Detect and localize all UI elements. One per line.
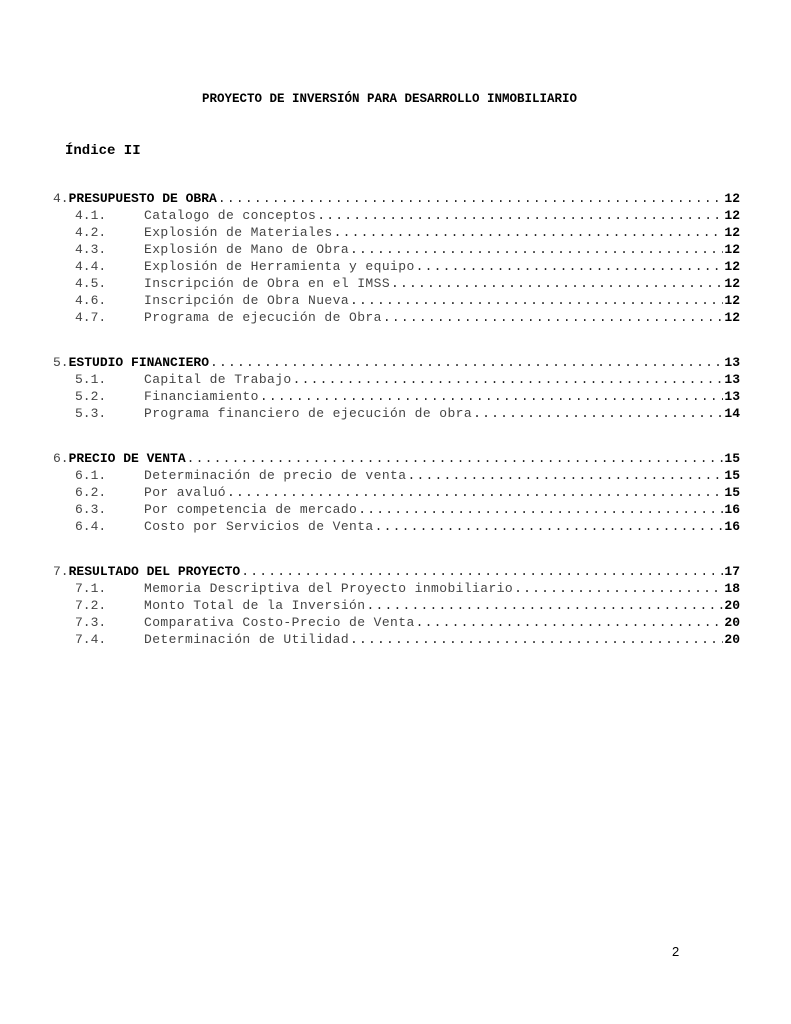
dot-leader [383, 309, 724, 326]
item-page: 15 [724, 468, 740, 483]
section-number: 7. [53, 564, 69, 579]
section-number: 4. [53, 191, 69, 206]
item-page: 12 [724, 293, 740, 308]
toc-item-entry[interactable] [53, 224, 740, 241]
dot-leader [416, 614, 724, 631]
toc-item-entry[interactable] [53, 275, 740, 292]
item-title: Por avaluó [144, 485, 227, 500]
dot-leader [227, 484, 723, 501]
item-title: Financiamiento [144, 389, 259, 404]
dot-leader [350, 631, 723, 648]
dot-leader [514, 580, 723, 597]
toc-item-entry[interactable] [53, 518, 740, 535]
toc-section-entry[interactable] [53, 563, 740, 580]
section-title: PRECIO DE VENTA [68, 451, 186, 466]
toc-item-entry[interactable] [53, 292, 740, 309]
item-page: 12 [724, 259, 740, 274]
dot-leader [293, 371, 724, 388]
item-title: Costo por Servicios de Venta [144, 519, 374, 534]
item-title: Explosión de Mano de Obra [144, 242, 350, 257]
dot-leader [358, 501, 723, 518]
dot-leader [416, 258, 724, 275]
item-title: Capital de Trabajo [144, 372, 292, 387]
item-page: 12 [724, 208, 740, 223]
toc-section [53, 450, 740, 535]
dot-leader [391, 275, 723, 292]
item-title: Memoria Descriptiva del Proyecto inmobiliario [144, 581, 514, 596]
item-page: 16 [724, 502, 740, 517]
item-number: 4.4. [75, 259, 107, 274]
toc-item-entry[interactable] [53, 258, 740, 275]
toc-item-entry[interactable] [53, 241, 740, 258]
toc-item-entry[interactable] [53, 388, 740, 405]
item-number: 7.3. [75, 615, 107, 630]
section-page: 15 [724, 451, 740, 466]
item-number: 6.3. [75, 502, 107, 517]
toc-section-entry[interactable] [53, 354, 740, 371]
toc-section [53, 354, 740, 422]
item-title: Inscripción de Obra en el IMSS [144, 276, 391, 291]
item-page: 15 [724, 485, 740, 500]
item-page: 16 [724, 519, 740, 534]
toc-item-entry[interactable] [53, 467, 740, 484]
item-page: 12 [724, 225, 740, 240]
section-page: 13 [724, 355, 740, 370]
item-page: 13 [724, 389, 740, 404]
item-page: 18 [724, 581, 740, 596]
page-number: 2 [672, 944, 680, 959]
item-number: 4.2. [75, 225, 107, 240]
document-title: PROYECTO DE INVERSIÓN PARA DESARROLLO INMOBILIARIO [201, 92, 578, 106]
section-number: 6. [53, 451, 69, 466]
toc-item-entry[interactable] [53, 614, 740, 631]
dot-leader [187, 450, 724, 467]
dot-leader [407, 467, 723, 484]
item-title: Catalogo de conceptos [144, 208, 317, 223]
dot-leader [375, 518, 724, 535]
item-number: 7.4. [75, 632, 107, 647]
dot-leader [334, 224, 724, 241]
item-title: Determinación de precio de venta [144, 468, 407, 483]
toc-section [53, 190, 740, 326]
item-page: 12 [724, 242, 740, 257]
item-page: 14 [724, 406, 740, 421]
item-number: 6.4. [75, 519, 107, 534]
item-title: Por competencia de mercado [144, 502, 358, 517]
item-number: 4.1. [75, 208, 107, 223]
item-number: 7.2. [75, 598, 107, 613]
item-title: Programa de ejecución de Obra [144, 310, 382, 325]
item-title: Explosión de Materiales [144, 225, 333, 240]
dot-leader [241, 563, 723, 580]
item-number: 5.2. [75, 389, 107, 404]
section-page: 12 [724, 191, 740, 206]
toc-section-entry[interactable] [53, 190, 740, 207]
item-number: 6.2. [75, 485, 107, 500]
item-page: 20 [724, 632, 740, 647]
dot-leader [473, 405, 723, 422]
toc-item-entry[interactable] [53, 631, 740, 648]
dot-leader [350, 292, 723, 309]
toc-item-entry[interactable] [53, 405, 740, 422]
item-title: Comparativa Costo-Precio de Venta [144, 615, 415, 630]
dot-leader [350, 241, 723, 258]
item-title: Monto Total de la Inversión [144, 598, 366, 613]
toc-item-entry[interactable] [53, 484, 740, 501]
item-title: Determinación de Utilidad [144, 632, 350, 647]
dot-leader [210, 354, 723, 371]
section-number: 5. [53, 355, 69, 370]
item-title: Inscripción de Obra Nueva [144, 293, 350, 308]
item-page: 12 [724, 276, 740, 291]
dot-leader [317, 207, 723, 224]
item-number: 5.1. [75, 372, 107, 387]
toc-item-entry[interactable] [53, 371, 740, 388]
item-page: 20 [724, 598, 740, 613]
toc-item-entry[interactable] [53, 501, 740, 518]
item-number: 4.7. [75, 310, 107, 325]
index-heading: Índice II [65, 143, 141, 159]
section-title: ESTUDIO FINANCIERO [68, 355, 210, 370]
dot-leader [260, 388, 724, 405]
section-title: PRESUPUESTO DE OBRA [68, 191, 217, 206]
toc-item-entry[interactable] [53, 309, 740, 326]
toc-section [53, 563, 740, 648]
item-number: 4.3. [75, 242, 107, 257]
item-title: Explosión de Herramienta y equipo [144, 259, 415, 274]
item-number: 7.1. [75, 581, 107, 596]
toc-item-entry[interactable] [53, 580, 740, 597]
item-number: 4.6. [75, 293, 107, 308]
toc-item-entry[interactable] [53, 597, 740, 614]
item-page: 12 [724, 310, 740, 325]
dot-leader [218, 190, 724, 207]
item-page: 20 [724, 615, 740, 630]
item-number: 6.1. [75, 468, 107, 483]
table-of-contents [53, 190, 740, 676]
item-number: 4.5. [75, 276, 107, 291]
toc-item-entry[interactable] [53, 207, 740, 224]
item-title: Programa financiero de ejecución de obra [144, 406, 473, 421]
item-page: 13 [724, 372, 740, 387]
toc-section-entry[interactable] [53, 450, 740, 467]
section-title: RESULTADO DEL PROYECTO [68, 564, 241, 579]
item-number: 5.3. [75, 406, 107, 421]
section-page: 17 [724, 564, 740, 579]
dot-leader [366, 597, 723, 614]
